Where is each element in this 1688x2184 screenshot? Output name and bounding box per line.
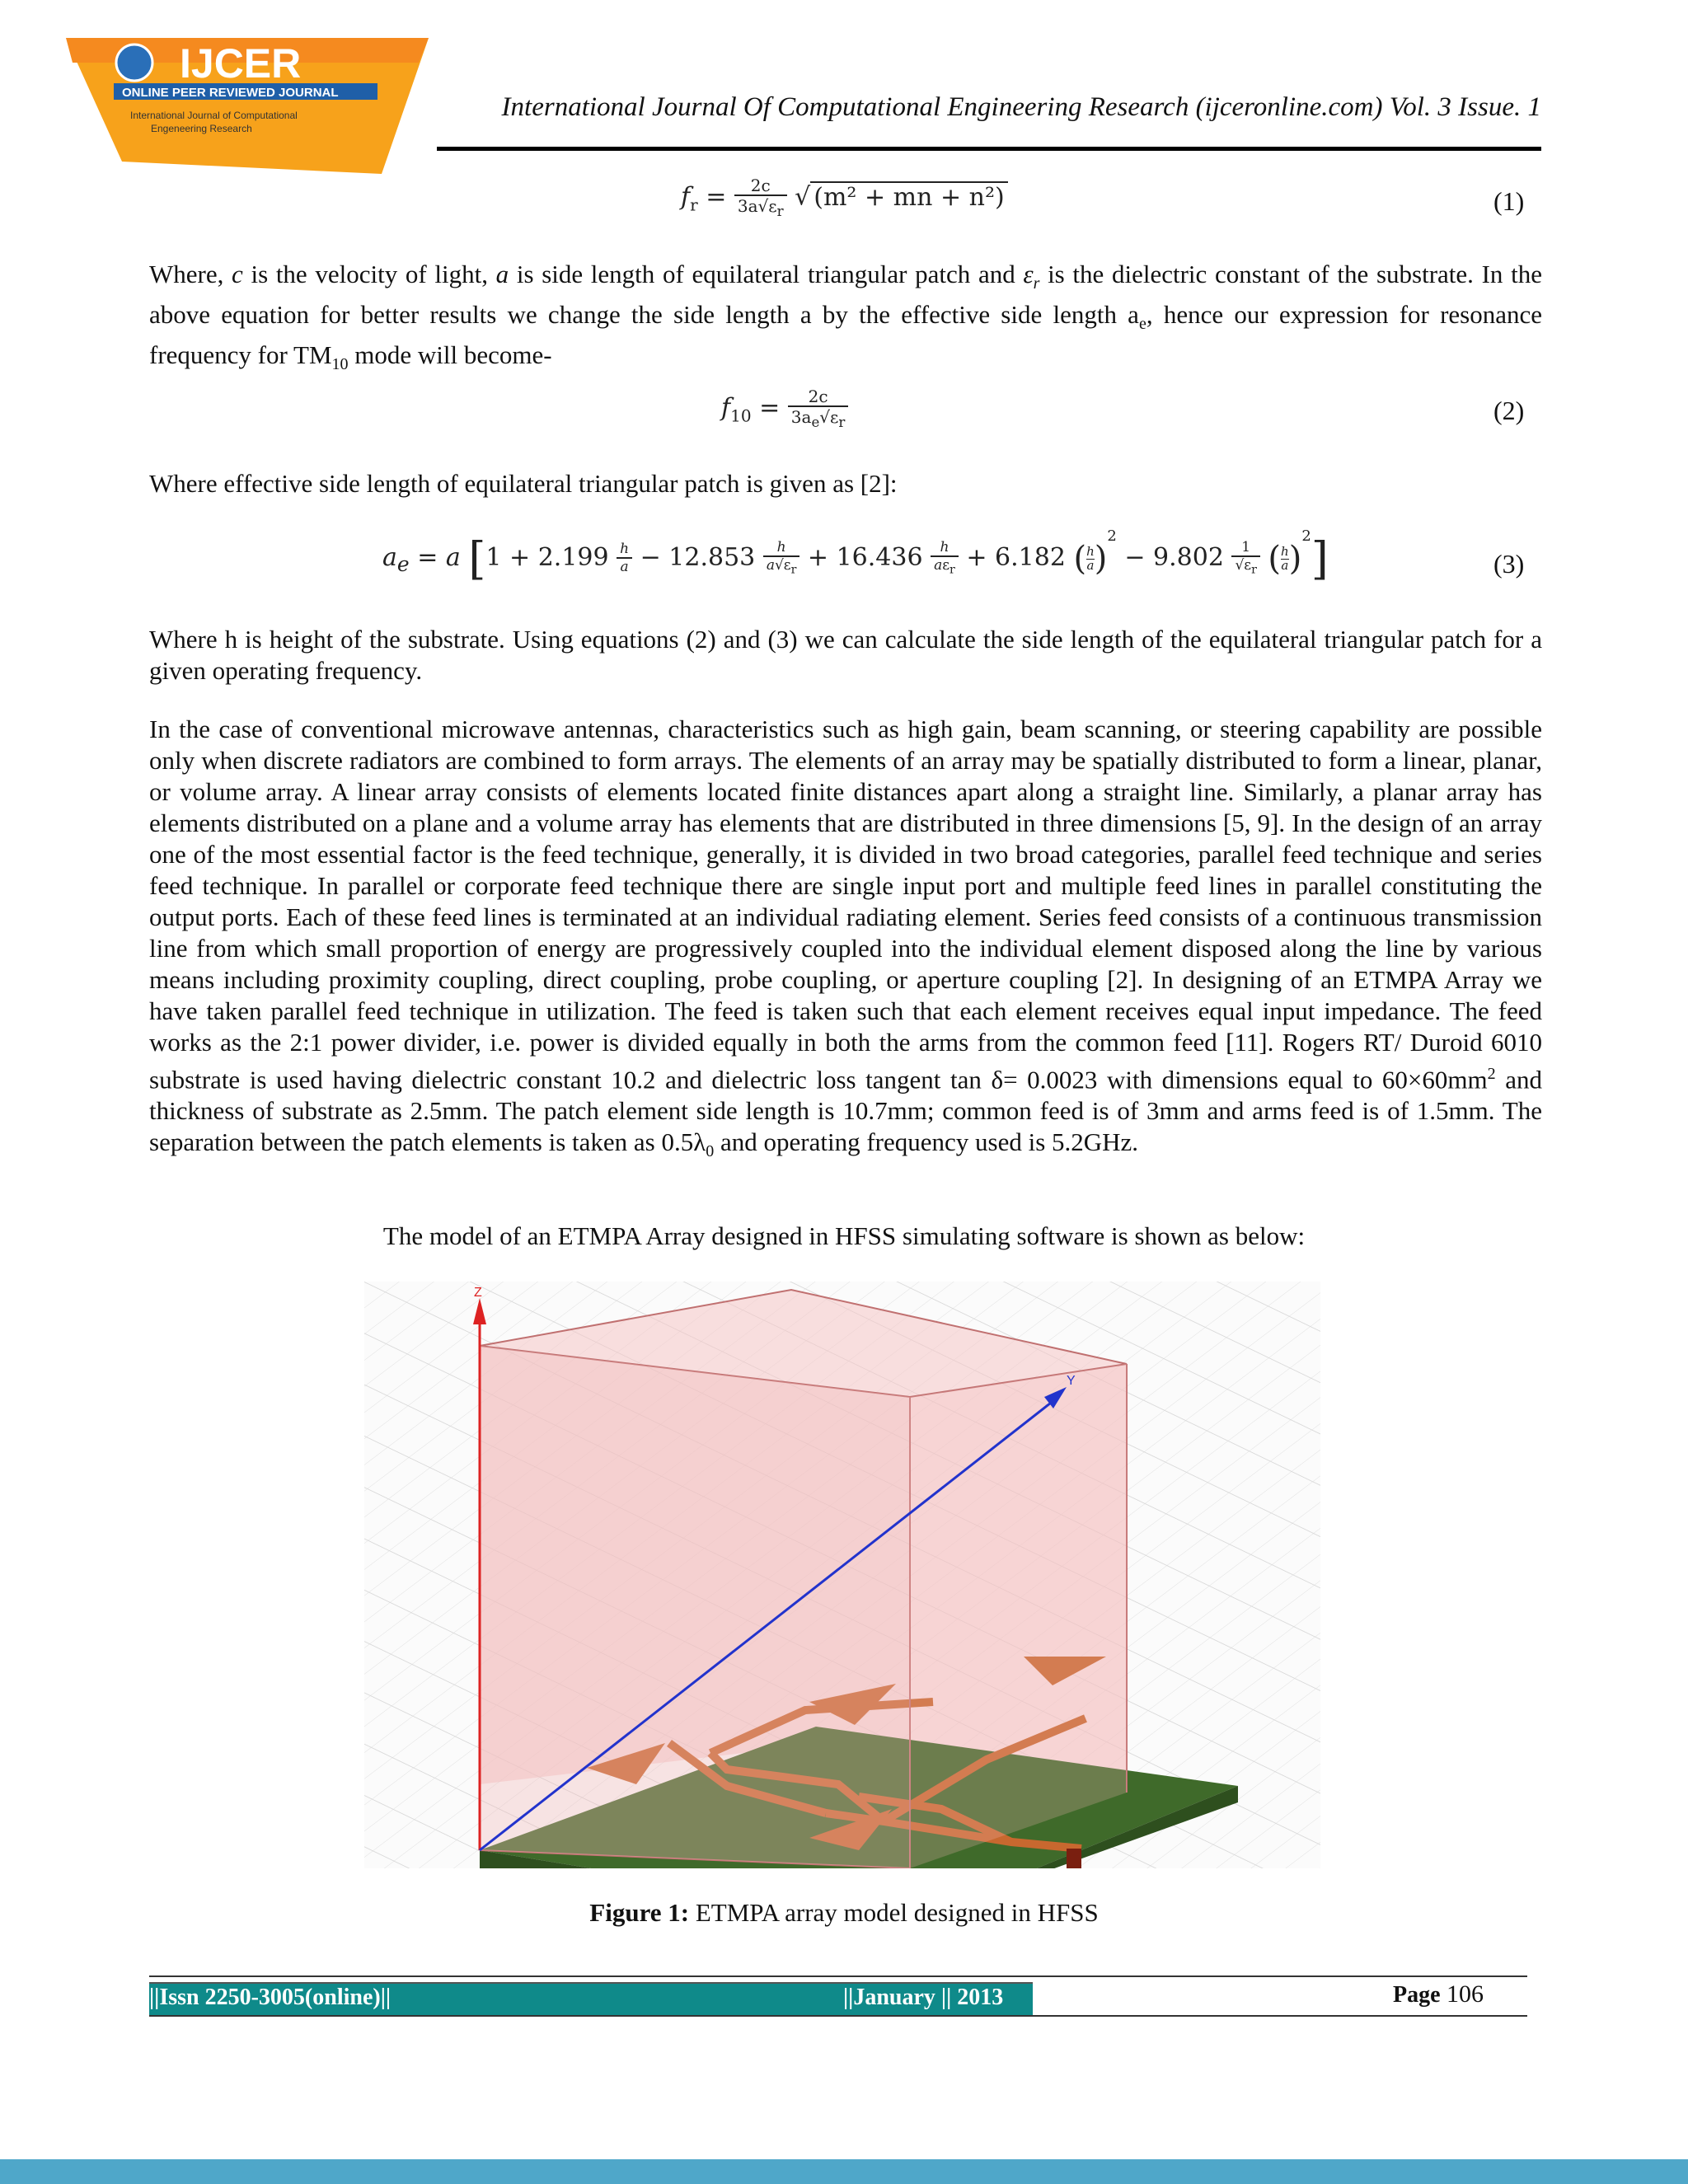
figure-caption-label: Figure 1: (589, 1898, 690, 1927)
logo-text: IJCER (180, 40, 302, 87)
figure-caption-text: ETMPA array model designed in HFSS (689, 1898, 1099, 1927)
paragraph-4-end: and operating frequency used is 5.2GHz. (714, 1127, 1139, 1157)
page-label: Page (1393, 1982, 1441, 2008)
bottom-band (0, 2159, 1688, 2184)
paragraph-1: Where, c is the velocity of light, a is side length of equilateral triangular patch and $\varepsilon_r$ is the dielectric constant of the substrate. In the above equation for better results we change the side length a by the effective side length $a_e$, hence our expression for resonance frequency for $TM_{10}$ mode will become- (149, 260, 1542, 374)
logo-tagline: ONLINE PEER REVIEWED JOURNAL (122, 86, 339, 100)
equation-2-number: (2) (1493, 396, 1525, 425)
footer-rule-top (149, 1975, 1527, 1977)
logo-subtitle-1: International Journal of Computational (130, 110, 298, 121)
feed-port (1067, 1849, 1081, 1868)
ijcer-logo (56, 38, 435, 174)
paragraph-4-main: In the case of conventional microwave antennas, characteristics such as high gain, beam scanning, or steering capability are possible only when discrete radiators are combined to form arrays. The elements of an array may be spatially distributed to form a linear, planar, or volume array. A linear array consists of elements located finite distances apart along a straight line. Similarly, a planar array has elements distributed on a plane and a volume array has elements that are distributed in three dimensions [5, 9]. In the design of an array one of the most essential factor is the feed technique, generally, it is divided in two broad categories, parallel feed technique and series feed technique. In parallel or corporate feed technique there are single input port and multiple feed lines in parallel constituting the output ports. Each of these feed lines is terminated at an individual radiating element. Series feed consists of a continuous transmission line from which small proportion of energy are progressively coupled into the individual element disposed along the line by various means including proximity coupling, direct coupling, probe coupling, or aperture coupling [2]. In designing of an ETMPA Array we have taken parallel feed technique in utilization. The feed is taken such that each element receives equal input impedance. The feed works as the 2:1 power divider, i.e. power is divided equally in both the arms from the common feed [11]. Rogers RT/ Duroid 6010 substrate is used having dielectric constant 10.2 and dielectric loss tangent tan δ= 0.0023 with dimensions equal to 60×60mm (149, 715, 1542, 1094)
paragraph-4-tail: and thickness of substrate as 2.5mm. The patch element side length is 10.7mm; common feed is of 3mm and arms feed is of 1.5mm. The separation between the patch elements is taken as 0.5λ (149, 1065, 1542, 1157)
logo-subtitle-2: Engeneering Research (151, 123, 252, 134)
equation-1-number: (1) (1493, 186, 1525, 216)
equation-3: $a_e = a$ [1 + 2.199 $\frac{h}{a}$ − 12.853 $\frac{h}{a√\varepsilon_r}$ + 16.436 $\frac{h}{a\varepsilon_r}$ + 6.182 ( $\frac{h}{a}$ )$^2$ − 9.802 $\frac{1}{√\varepsilon_r}$ ( $\frac{h}{a}$ )$^2$] (382, 527, 1329, 585)
y-axis-label: Y (1067, 1374, 1076, 1388)
footer-rule-bottom (149, 2015, 1527, 2017)
paragraph-2: Where effective side length of equilateral triangular patch is given as [2]: (149, 469, 898, 498)
equation-3-number: (3) (1493, 549, 1525, 579)
footer-page-number (1393, 1980, 1484, 2008)
footer-issn: ||Issn 2250-3005(online)|| (149, 1985, 392, 2010)
footer-date: ||January || 2013 (843, 1985, 1004, 2010)
figure-intro-text: The model of an ETMPA Array designed in HFSS simulating software is shown as below: (382, 1221, 1306, 1250)
equation-1: $f_r$ = $\frac{2c}{3a√\varepsilon_r}$ √ (m² + mn + n²) (681, 176, 1008, 220)
paragraph-3: Where h is height of the substrate. Using equations (2) and (3) we can calculate the side length of the equilateral triangular patch for a given operating frequency. (149, 625, 1542, 685)
paragraph-4-sub: 0 (706, 1142, 715, 1161)
equation-2: $f_{10}$ = $\frac{2c}{3a_e√\varepsilon_r}$ (721, 387, 848, 431)
page-number-value: 106 (1447, 1980, 1484, 2008)
z-axis-label: Z (474, 1286, 482, 1300)
paragraph-4 (149, 714, 1542, 1168)
figure-caption (0, 1898, 1688, 1928)
journal-running-header: International Journal Of Computational Engineering Research (ijceronline.com) Vol. 3 Issue. 1 (501, 92, 1541, 122)
hfss-array-model-figure (364, 1282, 1320, 1868)
paragraph-4-sup: 2 (1487, 1065, 1496, 1083)
header-rule (437, 147, 1541, 151)
